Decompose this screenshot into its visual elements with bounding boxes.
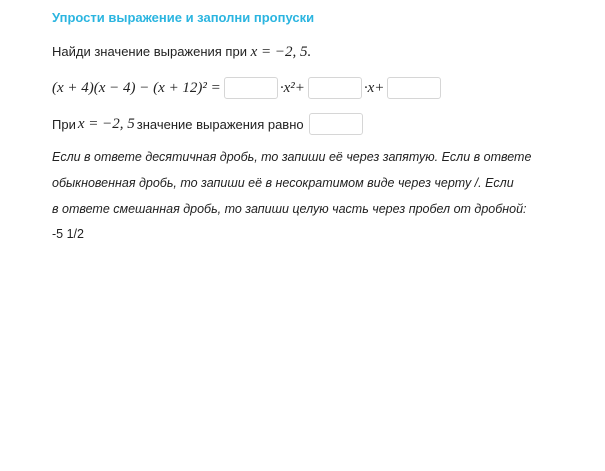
constant-term-input[interactable] [387, 77, 441, 99]
task-statement-text: Найди значение выражения при [52, 44, 251, 59]
instruction-line-1: Если в ответе десятичная дробь, то запиши её через запятую. Если в ответе [52, 150, 532, 164]
equation-term-x2: ·x²+ [279, 79, 305, 96]
equation-term-x: ·x+ [363, 79, 385, 96]
answer-condition: x = −2, 5 [77, 115, 135, 132]
coefficient-x2-input[interactable] [224, 77, 278, 99]
task-statement [52, 44, 311, 61]
instruction-line-2: обыкновенная дробь, то запиши её в несократимом виде через черту /. Если [52, 176, 514, 190]
coefficient-x-input[interactable] [308, 77, 362, 99]
answer-prefix: При [52, 116, 76, 132]
instruction-line-3: в ответе смешанная дробь, то запиши целую часть через пробел от дробной: [52, 202, 527, 216]
answer-row [52, 112, 365, 136]
task-condition: x = −2, 5. [250, 44, 312, 60]
equation-row [52, 76, 443, 100]
task-title: Упрости выражение и заполни пропуски [52, 10, 315, 25]
answer-suffix: значение выражения равно [136, 116, 304, 132]
instruction-example: -5 1/2 [52, 227, 84, 241]
expression-value-input[interactable] [309, 113, 363, 135]
equation-lhs: (x + 4)(x − 4) − (x + 12)² = [52, 79, 221, 96]
